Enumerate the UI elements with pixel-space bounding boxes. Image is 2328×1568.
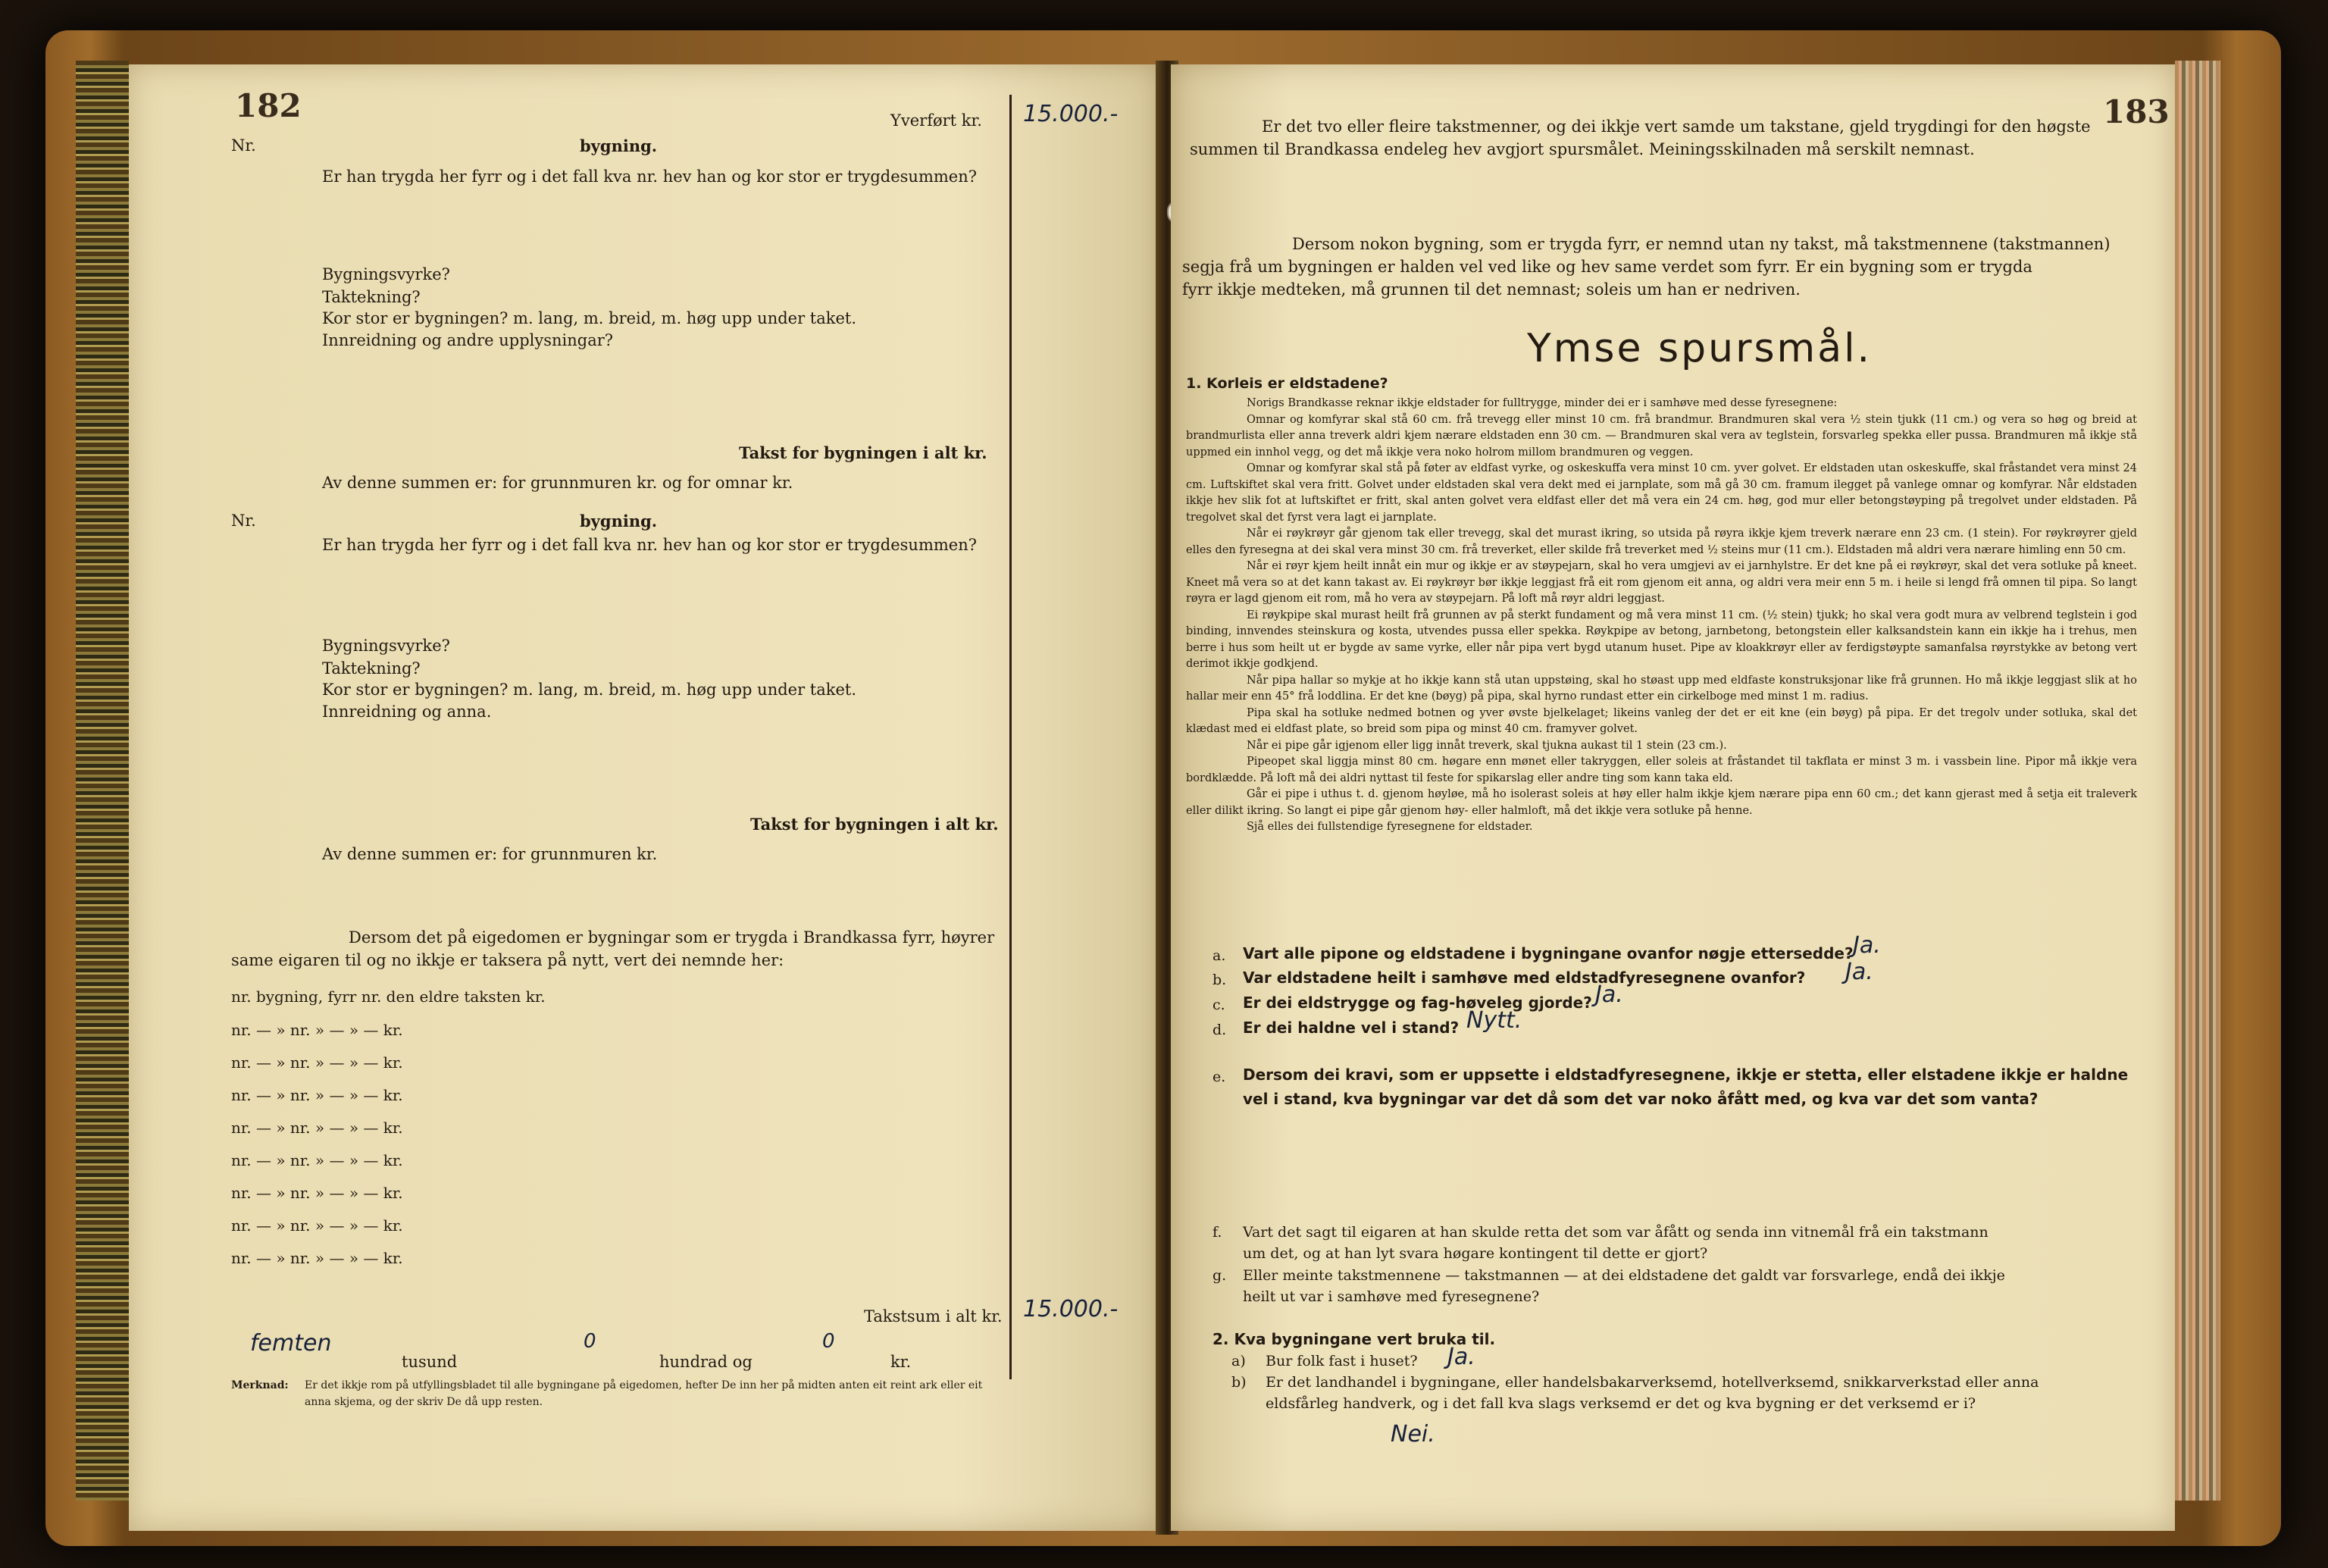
dersom-line1: Dersom det på eigedomen er bygningar som er trygda i Brandkassa fyrr, høyrer xyxy=(349,928,995,947)
dersom-r1: Dersom nokon bygning, som er trygda fyrr, er nemnd utan ny takst, må takstmennene (takstmannen) xyxy=(1292,235,2111,253)
qf-text2: um det, og at han lyt svara høgare kontingent til dette er gjort? xyxy=(1243,1245,1708,1262)
b2-takt: Taktekning? xyxy=(322,659,421,678)
words-hand: femten xyxy=(250,1330,332,1357)
qf-label: f. xyxy=(1212,1224,1222,1241)
b1-vyrke: Bygningsvyrke? xyxy=(322,265,450,283)
prev-table-row: nr. — » nr. » — » — kr. xyxy=(231,1021,403,1039)
b1-takt: Taktekning? xyxy=(322,288,421,306)
kr-label: kr. xyxy=(890,1353,912,1371)
prev-table-row: nr. — » nr. » — » — kr. xyxy=(231,1053,403,1072)
q2b-text1: Er det landhandel i bygningane, eller handelsbakarverksemd, hotellverksemd, snikkarverkstad eller anna xyxy=(1266,1374,2039,1391)
b1-insurance-q: Er han trygda her fyrr og i det fall kva nr. hev han og kor stor er trygdesummen? xyxy=(322,167,977,186)
dersom-r2: segja frå um bygningen er halden vel ved like og hev same verdet som fyrr. Er ein bygning som er trygda xyxy=(1182,258,2032,276)
merknad-text1: Er det ikkje rom på utfyllingsbladet til alle bygningane på eigedomen, hefter De inn her på midten anten eit reint ark eller eit xyxy=(305,1379,983,1391)
right-page xyxy=(1171,64,2175,1531)
merknad-label: Merknad: xyxy=(231,1379,289,1391)
yverfort-label: Yverført kr. xyxy=(890,111,982,130)
section-title: Ymse spursmål. xyxy=(1527,326,1873,371)
qa-label: a. xyxy=(1212,947,1226,964)
rule-paragraph: Omnar og komfyrar skal stå på føter av eldfast vyrke, og oskeskuffa vera minst 10 cm. yver golvet. Er eldstaden utan oskeskuffe, skal fråstandet vera minst 24 cm. Luftskiftet skal vera fritt. Golvet under eldstaden skal vera dekt med ei jarnplate, som må gå 30 cm. framum ilegget på vanlege omnar og komfyrar. Når eldstaden ikkje hev slik fot at luftskiftet er fritt, skal anten golvet vera eldfast eller det må vera ein 24 cm. høg, god mur eller betongstøyping på tregolvet under eldstaden. På tregolvet skal det fyrst vera lagt ei jarnplate. xyxy=(1186,462,2137,524)
rule-paragraph: Når pipa hallar so mykje at ho ikkje kann stå utan uppstøing, skal ho støast upp med eldfaste konstruksjonar like frå grunnen. Ho må ikkje leggjast slik at ho hallar meir enn 45° frå loddlina. Er det kne (bøyg) på pipa, skal hyrno rundast etter ein cirkelboge med minst 1 m. radius. xyxy=(1186,674,2137,703)
prev-table-row: nr. — » nr. » — » — kr. xyxy=(231,1086,403,1104)
qb-label: b. xyxy=(1212,972,1227,988)
page-number-left: 182 xyxy=(235,87,302,124)
b1-inn: Innreidning og andre upplysningar? xyxy=(322,331,614,349)
tusund-label: tusund xyxy=(402,1353,458,1371)
prev-table-row: nr. bygning, fyrr nr. den eldre taksten kr. xyxy=(231,987,546,1006)
fire-rules xyxy=(1186,396,2137,836)
rule-paragraph: Når ei pipe går igjenom eller ligg innåt treverk, skal tjukna aukast til 1 stein (23 cm.). xyxy=(1247,739,1727,752)
qd-text: Er dei haldne vel i stand? xyxy=(1243,1019,1460,1037)
left-page xyxy=(129,64,1159,1531)
qc-text: Er dei eldstrygge og fag-høveleg gjorde? xyxy=(1243,994,1592,1012)
q2a-label: a) xyxy=(1231,1353,1246,1369)
qg-text1: Eller meinte takstmennene — takstmannen — at dei eldstadene det galdt var forsvarlege, endå dei ikkje xyxy=(1243,1267,2005,1284)
b2-size: Kor stor er bygningen? m. lang, m. breid, m. høg upp under taket. xyxy=(322,681,857,699)
intro-line1: Er det tvo eller fleire takstmenner, og dei ikkje vert samde um takstane, gjeld trygdingi for den høgste xyxy=(1262,117,2091,136)
dersom-line2: same eigaren til og no ikkje er taksera på nytt, vert dei nemnde her: xyxy=(231,951,784,969)
takstsum-label: Takstsum i alt kr. xyxy=(864,1307,1003,1325)
b2-bygning-label: bygning. xyxy=(580,512,658,530)
prev-table-row: nr. — » nr. » — » — kr. xyxy=(231,1184,403,1202)
b2-vyrke: Bygningsvyrke? xyxy=(322,637,450,655)
qd-label: d. xyxy=(1212,1022,1227,1038)
q2-heading: 2. Kva bygningane vert bruka til. xyxy=(1212,1330,1496,1348)
qe-text1: Dersom dei kravi, som er uppsette i eldstadfyresegnene, ikkje er stetta, eller elstadene ikkje er haldne xyxy=(1243,1066,2129,1084)
qe-label: e. xyxy=(1212,1069,1226,1085)
right-page-edges xyxy=(2175,61,2220,1501)
q2b-text2: eldsfårleg handverk, og i det fall kva slags verksemd er det og kva bygning er det verksemd er i? xyxy=(1266,1395,1976,1412)
rule-paragraph: Norigs Brandkasse reknar ikkje eldstader for fulltrygge, minder dei er i samhøve med desse fyresegnene: xyxy=(1247,397,1838,409)
b2-insurance-q: Er han trygda her fyrr og i det fall kva nr. hev han og kor stor er trygdesummen? xyxy=(322,536,977,554)
b1-bygning-label: bygning. xyxy=(580,136,658,155)
zero-units: 0 xyxy=(822,1330,835,1353)
qb-text: Var eldstadene heilt i samhøve med eldstadfyresegnene ovanfor? xyxy=(1243,969,1806,987)
rule-paragraph: Går ei pipe i uthus t. d. gjenom høyløe, må ho isolerast soleis at høy eller halm ikkje kjem nærare pipa enn 60 cm.; det kann gjerast med å setja eit traleverk eller dilikt ikring. So langt ei pipe går gjenom høy- eller halmloft, må det ikkje vera sotluke på henne. xyxy=(1186,788,2137,817)
rule-paragraph: Pipeopet skal liggja minst 80 cm. høgare enn mønet eller takryggen, eller soleis at fråstandet til takflata er minst 3 m. i vassbein line. Pipor må ikkje vera bordklædde. På loft må dei aldri nyttast til feste for spikarslag eller andre ting som kann taka eld. xyxy=(1186,756,2137,784)
rule-paragraph: Når ei røyr kjem heilt innåt ein mur og ikkje er av støypejarn, skal ho vera umgjevi av ei jarnhylstre. Er det kne på ei røykrøyr, skal det vera sotluke på kneet. Kneet må vera so at det kann takast av. Ei røykrøyr bør ikkje leggjast frå eit rom gjenom eit anna, og aldri vera meir enn 5 m. i heile si lengd frå omnen til pipa. So langt røyra er lagd gjenom eit rom, må ho vera av støypejarn. På loft må røyr aldri leggjast. xyxy=(1186,560,2137,605)
qg-text2: heilt ut var i samhøve med fyresegnene? xyxy=(1243,1288,1540,1305)
b1-takst: Takst for bygningen i alt kr. xyxy=(739,443,987,462)
q2b-answer: Nei. xyxy=(1391,1421,1435,1448)
qa-text: Vart alle pipone og eldstadene i bygningane ovanfor nøgje ettersedde? xyxy=(1243,944,1854,962)
q2a-answer: Ja. xyxy=(1447,1344,1475,1370)
b2-av-summen: Av denne summen er: for grunnmuren kr. xyxy=(322,845,658,863)
qf-text1: Vart det sagt til eigaren at han skulde retta det som var åfått og senda inn vitnemål frå ein takstmann xyxy=(1243,1224,1988,1241)
qe-text2: vel i stand, kva bygningar var det då som det var noko åfått med, og kva var det som vanta? xyxy=(1243,1090,2039,1108)
merknad-text2: anna skjema, og der skriv De då upp resten. xyxy=(305,1396,543,1408)
left-page-edges xyxy=(76,61,129,1501)
intro-line2: summen til Brandkassa endeleg hev avgjort spursmålet. Meiningsskilnaden må serskilt nemnast. xyxy=(1190,140,1975,158)
qc-answer: Ja. xyxy=(1595,981,1623,1008)
rule-paragraph: Sjå elles dei fullstendige fyresegnene for eldstader. xyxy=(1247,821,1533,833)
q2a-text: Bur folk fast i huset? xyxy=(1266,1353,1418,1369)
b2-inn: Innreidning og anna. xyxy=(322,703,492,721)
b2-takst: Takst for bygningen i alt kr. xyxy=(750,815,999,834)
page-number-right: 183 xyxy=(2103,93,2170,130)
sum-column-line xyxy=(1009,95,1012,1379)
prev-table-row: nr. — » nr. » — » — kr. xyxy=(231,1249,403,1267)
prev-table-row: nr. — » nr. » — » — kr. xyxy=(231,1216,403,1235)
qb-answer: Ja. xyxy=(1845,959,1873,985)
rule-paragraph: Omnar og komfyrar skal stå 60 cm. frå trevegg eller minst 10 cm. frå brandmur. Brandmuren skal vera ½ stein tjukk (11 cm.) og vera so høg og breid at brandmurlista eller anna treverk aldri kjem nærare eldstaden enn 30 cm. — Brandmuren skal vera av teglstein, forsvarleg spekka eller pussa. Brandmuren må ikkje stå uppmed ein innhol vegg, og det må ikkje vera noko holrom millom brandmuren og veggen. xyxy=(1186,413,2137,459)
takstsum-value: 15.000.- xyxy=(1023,1296,1119,1322)
zero-hundreds: 0 xyxy=(584,1330,596,1353)
b1-av-summen: Av denne summen er: for grunnmuren kr. og for omnar kr. xyxy=(322,474,793,492)
yverfort-value: 15.000.- xyxy=(1023,101,1119,127)
q1-heading: 1. Korleis er eldstadene? xyxy=(1186,375,1388,392)
q2b-label: b) xyxy=(1231,1374,1247,1391)
rule-paragraph: Ei røykpipe skal murast heilt frå grunnen av på sterkt fundament og må vera minst 11 cm. (½ stein) tjukk; ho skal vera godt mura av velbrend teglstein i god binding, innvendes steinskura og kosta, utvendes pussa eller spekka. Røykpipe av betong, jarnbetong, betongstein eller kalksandstein kann ein ikkje ha i trehus, men berre i hus som heilt ut er bygde av same vyrke, eller når pipa vert bygd utanum huset. Pipe av kloakkrøyr eller av ferdigstøypte samanfalsa røyrstykke av betong vert derimot ikkje godkjend. xyxy=(1186,609,2137,670)
prev-table-row: nr. — » nr. » — » — kr. xyxy=(231,1119,403,1137)
b1-size: Kor stor er bygningen? m. lang, m. breid, m. høg upp under taket. xyxy=(322,309,857,327)
hundrad-og-label: hundrad og xyxy=(659,1353,753,1371)
prev-table-row: nr. — » nr. » — » — kr. xyxy=(231,1151,403,1169)
dersom-r3: fyrr ikkje medteken, må grunnen til det nemnast; soleis um han er nedriven. xyxy=(1182,280,1801,299)
qd-answer: Nytt. xyxy=(1466,1007,1522,1034)
b1-nr-label: Nr. xyxy=(231,136,256,155)
qa-answer: Ja. xyxy=(1853,932,1881,959)
rule-paragraph: Når ei røykrøyr går gjenom tak eller trevegg, skal det murast ikring, so utsida på røyra ikkje kjem treverk nærare enn 23 cm. (1 stein). For røykrøyrer gjeld elles den fyresegna at dei skal vera minst 30 cm. frå treverket, eller skilde frå treverket med ½ steins mur (11 cm.). Eldstaden må aldri vera nærare himling enn 50 cm. xyxy=(1186,527,2137,556)
qg-label: g. xyxy=(1212,1267,1227,1284)
qc-label: c. xyxy=(1212,997,1225,1013)
rule-paragraph: Pipa skal ha sotluke nedmed botnen og yver øvste bjelkelaget; likeins vanleg der det er eit kne (ein bøyg) på pipa. Er det tregolv under sotluka, skal det klædast med ei eldfast plate, so breid som pipa og minst 40 cm. framyver golvet. xyxy=(1186,706,2137,735)
b2-nr-label: Nr. xyxy=(231,512,256,530)
